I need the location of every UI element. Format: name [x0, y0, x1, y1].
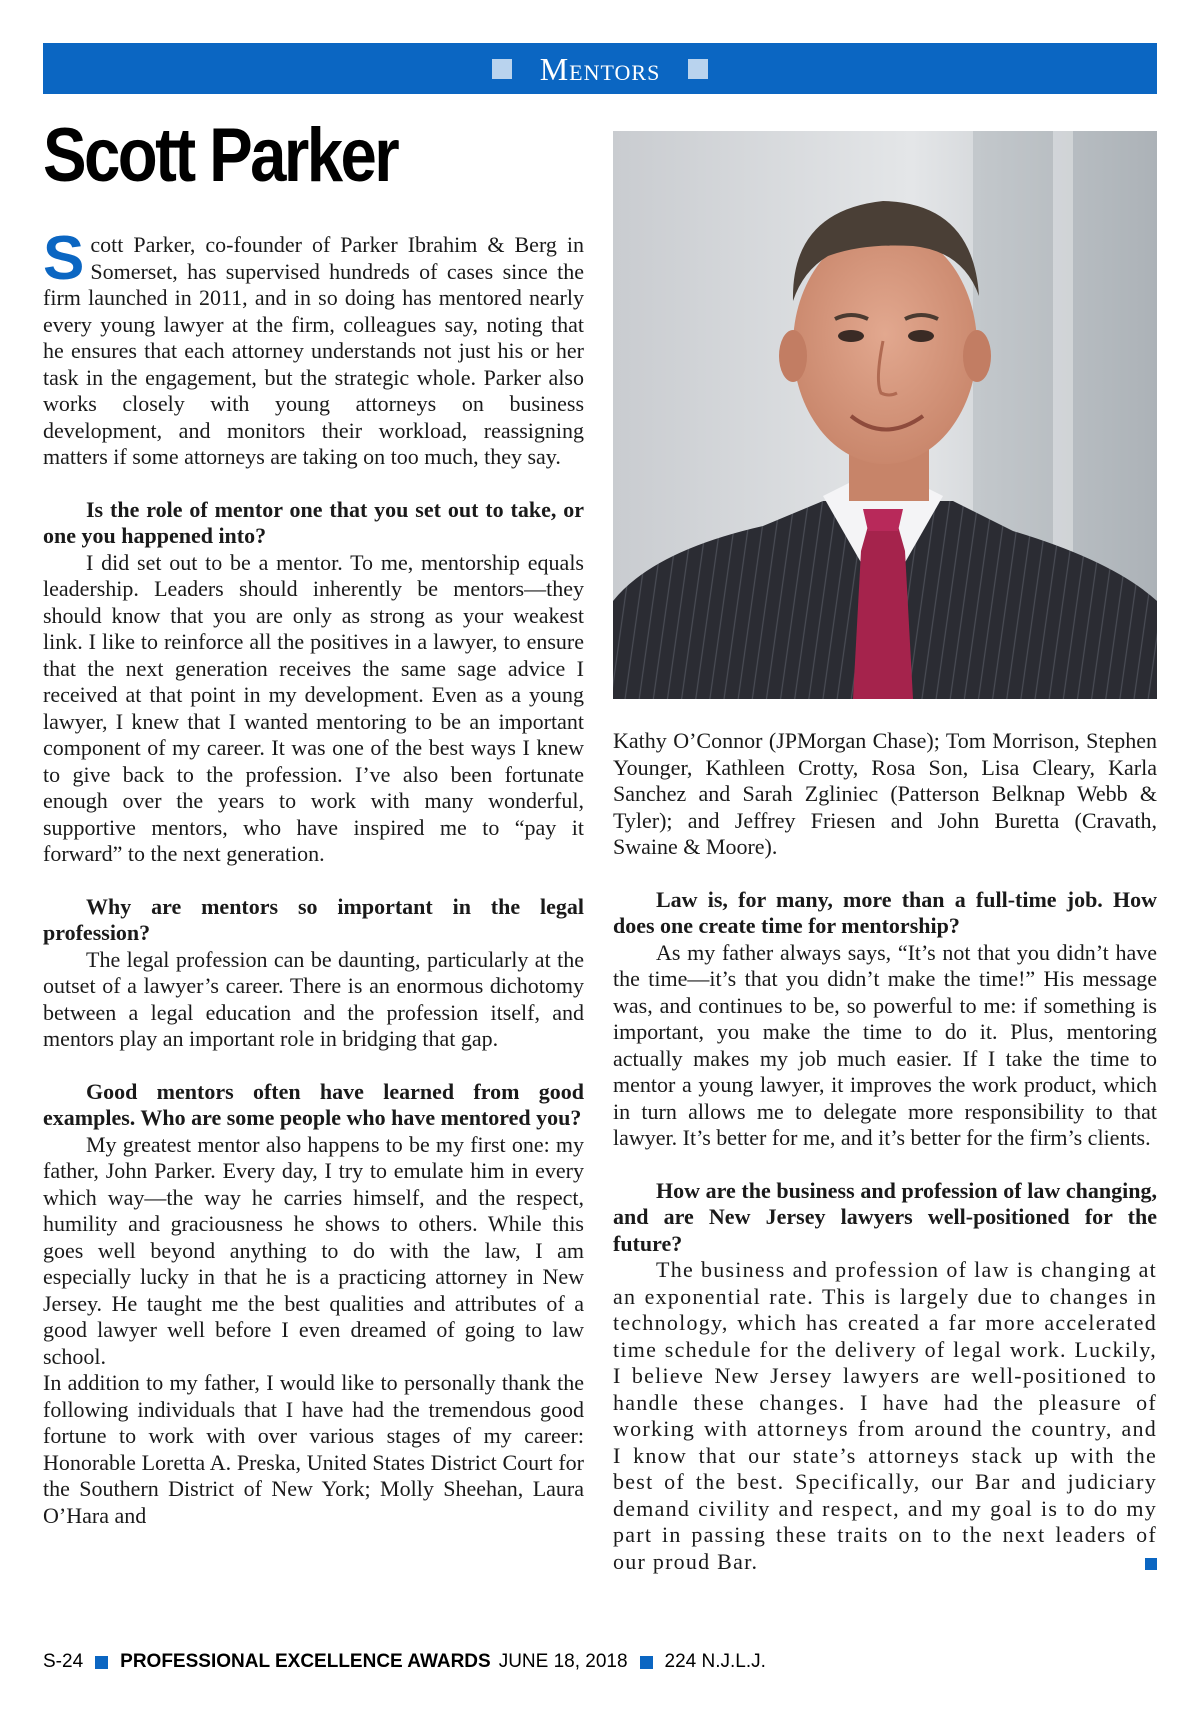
- question-1: Is the role of mentor one that you set out to take, or one you happened into?: [43, 496, 584, 548]
- publication-name: PROFESSIONAL EXCELLENCE AWARDS: [120, 1651, 491, 1672]
- section-banner: [43, 43, 1157, 94]
- question-3: Good mentors often have learned from good examples. Who are some people who have mentored you?: [43, 1078, 584, 1130]
- page-number: S-24: [43, 1651, 84, 1672]
- article-column-right: [613, 728, 1157, 1575]
- section-title: Mentors: [539, 50, 661, 87]
- square-icon: [688, 59, 708, 79]
- portrait-illustration: [613, 131, 1157, 699]
- question-5: How are the business and profession of law changing, and are New Jersey lawyers well-positioned for the future?: [613, 1177, 1157, 1256]
- drop-cap: S: [43, 224, 85, 293]
- intro-paragraph: [43, 224, 584, 471]
- square-icon: [492, 59, 512, 79]
- page-footer: [43, 1651, 766, 1673]
- journal-citation: 224 N.J.L.J.: [664, 1651, 766, 1672]
- issue-date: JUNE 18, 2018: [498, 1651, 628, 1672]
- answer-5: [613, 1257, 1157, 1575]
- answer-3-continued: In addition to my father, I would like to personally thank the following individuals that I have had the tremendous good fortune to work with over various stages of my career: Honorable Loretta A. Preska, United States District Court for the Southern District of New York; Molly Sheehan, Laura O’Hara and: [43, 1370, 584, 1528]
- answer-1: I did set out to be a mentor. To me, mentorship equals leadership. Leaders should inherently be mentors—they should know that you are only as strong as your weakest link. I like to reinforce all the positives in a lawyer, to ensure that the next generation receives the same sage advice I received at that point in my development. Even as a young lawyer, I knew that I wanted mentoring to be an important component of my career. It was one of the best ways I knew to give back to the profession. I’ve also been fortunate enough over the years to work with many wonderful, supportive mentors, who have inspired me to “pay it forward” to the next generation.: [43, 549, 584, 866]
- portrait-photo: [613, 131, 1157, 699]
- square-icon: [640, 1656, 653, 1669]
- article-column-left: [43, 224, 584, 1529]
- article-title: Scott Parker: [43, 113, 398, 198]
- answer-2: The legal profession can be daunting, particularly at the outset of a lawyer’s career. There is an enormous dichotomy between a legal education and the profession itself, and mentors play an important role in bridging that gap.: [43, 946, 584, 1051]
- answer-5-text: The business and profession of law is changing at an exponential rate. This is largely due to changes in technology, which has created a far more accelerated time schedule for the delivery of legal work. Luckily, I believe New Jersey lawyers are well-positioned to handle these changes. I have had the pleasure of working with attorneys from around the country, and I know that our state’s attorneys stack up with the best of the best. Specifically, our Bar and judiciary demand civility and respect, and my goal is to do my part in passing these traits on to the next leaders of our proud Bar.: [613, 1257, 1157, 1574]
- end-mark-icon: [1145, 1558, 1157, 1570]
- square-icon: [95, 1656, 108, 1669]
- answer-3: My greatest mentor also happens to be my first one: my father, John Parker. Every day, I try to emulate him in every which way—the way he carries himself, and the respect, humility and graciousness he shows to others. While this goes well beyond anything to do with the law, I am especially lucky in that he is a practicing attorney in New Jersey. He taught me the best qualities and attributes of a good lawyer well before I even dreamed of going to law school.: [43, 1131, 584, 1369]
- answer-4: As my father always says, “It’s not that you didn’t have the time—it’s that you didn’t make the time!” His message was, and continues to be, so powerful to me: if something is important, you make the time to do it. Plus, mentoring actually makes my job much easier. If I take the time to mentor a young lawyer, it improves the work product, which in turn allows me to delegate more responsibility to that lawyer. It’s better for me, and it’s better for the firm’s clients.: [613, 939, 1157, 1150]
- intro-text: cott Parker, co-founder of Parker Ibrahim & Berg in Somerset, has supervised hundreds of cases since the firm launched in 2011, and in so doing has mentored nearly every young lawyer at the firm, colleagues say, noting that he ensures that each attorney understands not just his or her task in the engagement, but the strategic whole. Parker also works closely with young attorneys on business development, and monitors their workload, reassigning matters if some attorneys are taking on too much, they say.: [43, 232, 584, 469]
- answer-3-final: Kathy O’Connor (JPMorgan Chase); Tom Morrison, Stephen Younger, Kathleen Crotty, Rosa Son, Lisa Cleary, Karla Sanchez and Sarah Zgliniec (Patterson Belknap Webb & Tyler); and Jeffrey Friesen and John Buretta (Cravath, Swaine & Moore).: [613, 728, 1157, 859]
- question-4: Law is, for many, more than a full-time job. How does one create time for mentorship?: [613, 886, 1157, 938]
- question-2: Why are mentors so important in the legal profession?: [43, 893, 584, 945]
